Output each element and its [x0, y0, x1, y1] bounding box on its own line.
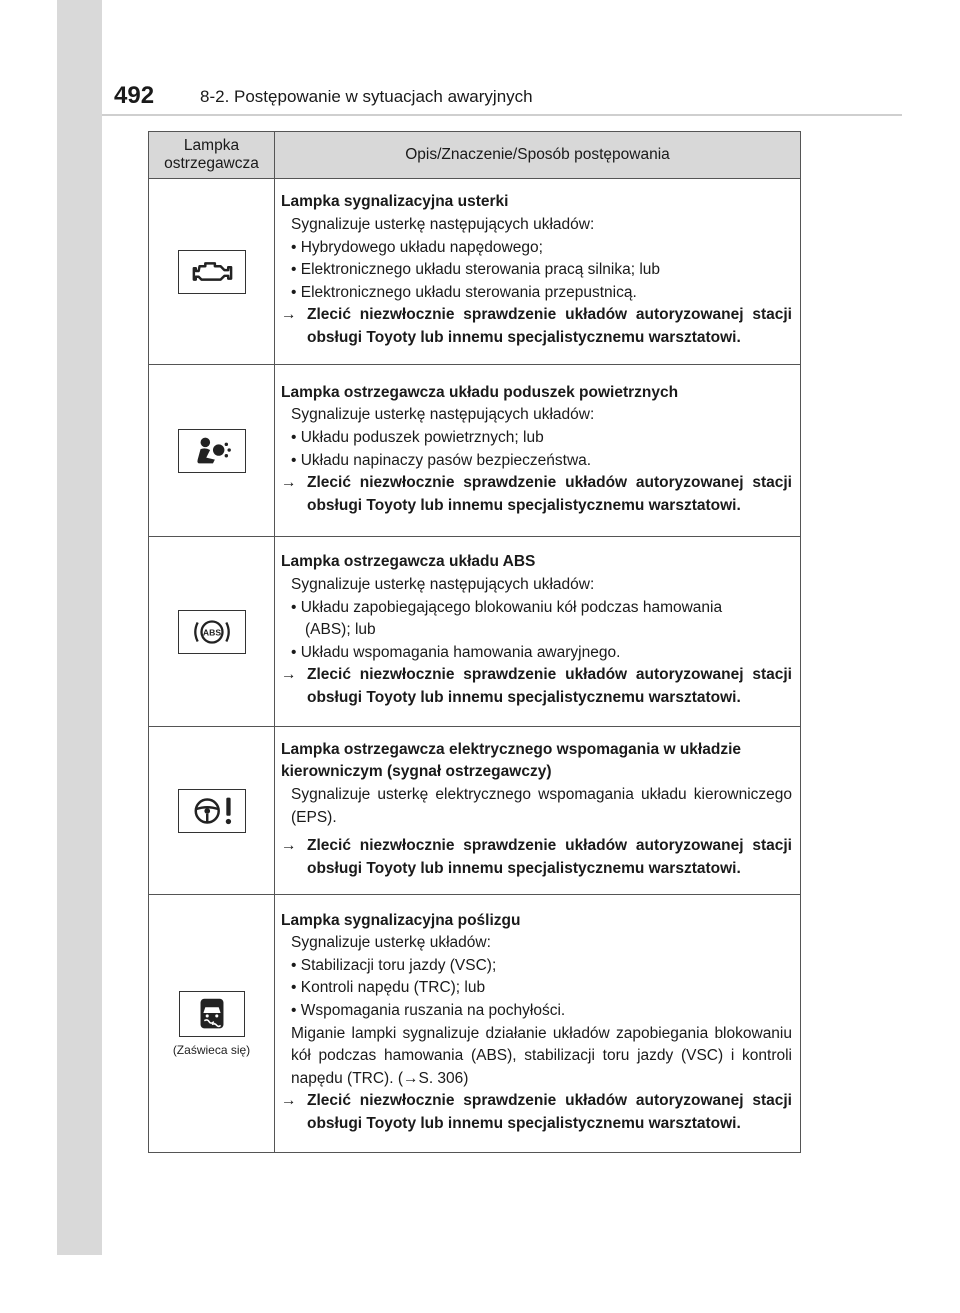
table-row	[149, 895, 801, 1153]
bullet-item: • Układu wspomagania hamowania awaryjnego.	[291, 643, 621, 661]
description-cell	[275, 179, 801, 365]
bullet-item: • Wspomagania ruszania na pochyłości.	[291, 1001, 566, 1019]
action-instruction: → Zlecić niezwłocznie sprawdzenie układów autoryzowanej stacji obsługi Toyoty lub innemu specjalistycznemu warsztatowi.	[281, 306, 792, 346]
section-title: 8-2. Postępowanie w sytuacjach awaryjnych	[200, 87, 533, 106]
bullet-item: • Stabilizacji toru jazdy (VSC);	[291, 956, 497, 974]
arrow-icon: →	[281, 306, 297, 324]
icon-cell	[149, 895, 275, 1153]
description-cell	[275, 537, 801, 727]
row-note: Miganie lampki sygnalizuje działanie układów zapobiegania blokowaniu kół podczas hamowania (ABS), stabilizacji toru jazdy (VSC) i kontroli napędu (TRC). (→S. 306)	[291, 1024, 792, 1087]
arrow-icon: →	[281, 666, 297, 684]
row-title: Lampka ostrzegawcza układu poduszek powietrznych	[281, 383, 679, 401]
bullet-item: • Hybrydowego układu napędowego;	[291, 238, 543, 256]
steering-warning-icon	[178, 789, 246, 833]
description-cell	[275, 895, 801, 1153]
abs-icon-label: ABS	[202, 626, 221, 637]
arrow-icon: →	[281, 837, 297, 855]
table-row	[149, 179, 801, 365]
table-row	[149, 727, 801, 895]
slip-indicator-icon	[179, 991, 245, 1037]
row-title: Lampka ostrzegawcza układu ABS	[281, 553, 536, 571]
column-header-description: Opis/Znaczenie/Sposób postępowania	[275, 132, 801, 179]
bullet-item: • Elektronicznego układu sterowania przepustnicą.	[291, 283, 637, 301]
abs-icon	[178, 610, 246, 654]
table-row	[149, 365, 801, 537]
action-instruction: → Zlecić niezwłocznie sprawdzenie układów autoryzowanej stacji obsługi Toyoty lub innemu specjalistycznemu warsztatowi.	[281, 837, 792, 877]
engine-check-icon	[178, 250, 246, 294]
icon-caption: (Zaświeca się)	[172, 1042, 251, 1057]
icon-cell	[149, 179, 275, 365]
side-tab-band	[57, 0, 102, 1255]
row-intro: Sygnalizuje usterkę następujących układów:	[291, 406, 595, 424]
header-divider	[102, 114, 902, 116]
row-intro: Sygnalizuje usterkę elektrycznego wspomagania układu kierowniczego (EPS).	[291, 785, 792, 826]
icon-cell	[149, 727, 275, 895]
column-header-light: Lampka ostrzegawcza	[149, 132, 275, 179]
row-intro: Sygnalizuje usterkę układów:	[291, 934, 491, 952]
action-instruction: → Zlecić niezwłocznie sprawdzenie układów autoryzowanej stacji obsługi Toyoty lub innemu specjalistycznemu warsztatowi.	[281, 474, 792, 514]
row-title: Lampka sygnalizacyjna poślizgu	[281, 911, 521, 929]
icon-cell	[149, 537, 275, 727]
bullet-item: • Układu poduszek powietrznych; lub	[291, 428, 544, 446]
airbag-icon	[178, 429, 246, 473]
icon-cell	[149, 365, 275, 537]
bullet-item: • Kontroli napędu (TRC); lub	[291, 979, 486, 997]
bullet-item: • Układu napinaczy pasów bezpieczeństwa.	[291, 451, 592, 469]
arrow-icon: →	[281, 474, 297, 492]
bullet-item: • Elektronicznego układu sterowania pracą silnika; lub	[291, 261, 661, 279]
warning-lights-table	[148, 131, 801, 1153]
arrow-icon: →	[281, 1092, 297, 1110]
page-header	[102, 70, 902, 115]
action-instruction: → Zlecić niezwłocznie sprawdzenie układów autoryzowanej stacji obsługi Toyoty lub innemu specjalistycznemu warsztatowi.	[281, 666, 792, 706]
description-cell	[275, 727, 801, 895]
table-header-row	[149, 132, 801, 179]
row-title: Lampka ostrzegawcza elektrycznego wspomagania w układzie kierowniczym (sygnał ostrzegawczy)	[281, 740, 741, 781]
page-number: 492	[114, 82, 155, 109]
row-intro: Sygnalizuje usterkę następujących układów:	[291, 216, 595, 234]
bullet-item-continued: (ABS); lub	[305, 621, 376, 639]
description-cell	[275, 365, 801, 537]
bullet-item: • Układu zapobiegającego blokowaniu kół podczas hamowania	[291, 598, 723, 616]
row-title: Lampka sygnalizacyjna usterki	[281, 193, 509, 211]
row-intro: Sygnalizuje usterkę następujących układów:	[291, 576, 595, 594]
table-row	[149, 537, 801, 727]
action-instruction: → Zlecić niezwłocznie sprawdzenie układów autoryzowanej stacji obsługi Toyoty lub innemu specjalistycznemu warsztatowi.	[281, 1092, 792, 1132]
